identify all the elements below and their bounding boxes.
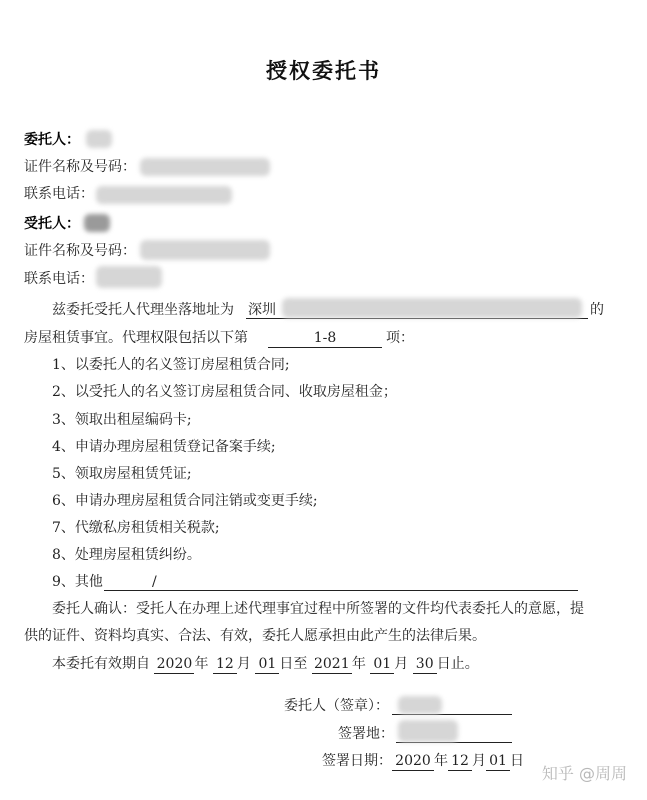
list-item: 3、领取出租屋编码卡; bbox=[52, 412, 192, 428]
validity-day-to: 日至 bbox=[279, 656, 308, 672]
validity-start-day: 01 bbox=[255, 656, 279, 674]
validity-start-year: 2020 bbox=[154, 656, 194, 674]
validity-prefix: 本委托有效期自 bbox=[52, 656, 150, 672]
principal-seal-label: 委托人（签章）： bbox=[284, 698, 389, 714]
sign-date-month: 12 bbox=[448, 753, 472, 771]
redacted-address bbox=[282, 298, 582, 318]
authorization-line2-prefix: 房屋租赁事宜。代理权限包括以下第 bbox=[24, 330, 248, 346]
redacted-principal-phone bbox=[96, 186, 232, 204]
validity-month-char: 月 bbox=[394, 656, 409, 672]
principal-label: 委托人： bbox=[24, 132, 80, 148]
item-9-label: 9、其他 bbox=[52, 574, 103, 590]
principal-seal-underline bbox=[392, 714, 512, 715]
list-item: 5、领取房屋租赁凭证; bbox=[52, 466, 192, 482]
item-9-value: / bbox=[152, 574, 157, 590]
authorization-text-1: 兹委托受托人代理坐落地址为 bbox=[52, 302, 234, 318]
principal-phone-label: 联系电话： bbox=[24, 186, 94, 202]
authorization-scope: 1-8 bbox=[268, 330, 382, 348]
validity-period bbox=[52, 654, 479, 674]
list-item: 1、以委托人的名义签订房屋租赁合同; bbox=[52, 357, 290, 373]
redacted-principal-name bbox=[86, 130, 112, 148]
confirmation-line-1: 委托人确认：受托人在办理上述代理事宜过程中所签署的文件均代表委托人的意愿，提 bbox=[52, 601, 584, 617]
list-item: 7、代缴私房租赁相关税款; bbox=[52, 520, 220, 536]
validity-end-year: 2021 bbox=[312, 656, 352, 674]
list-item: 2、以受托人的名义签订房屋租赁合同、收取房屋租金； bbox=[52, 384, 397, 400]
redacted-agent-name bbox=[84, 214, 110, 232]
agent-id-label: 证件名称及号码： bbox=[24, 243, 136, 259]
redacted-sign-place bbox=[398, 720, 458, 742]
redacted-agent-id bbox=[140, 240, 270, 260]
address-visible-part: 深圳 bbox=[248, 302, 276, 318]
sign-date-month-char: 月 bbox=[472, 753, 486, 769]
validity-year-char: 年 bbox=[194, 656, 209, 672]
validity-end-month: 01 bbox=[370, 656, 394, 674]
principal-id-label: 证件名称及号码： bbox=[24, 159, 136, 175]
sign-date-day: 01 bbox=[486, 753, 510, 771]
validity-year-char: 年 bbox=[351, 656, 366, 672]
sign-date-year: 2020 bbox=[392, 753, 434, 771]
sign-date-label: 签署日期： bbox=[322, 753, 392, 769]
zhihu-watermark: 知乎 @周周 bbox=[541, 764, 627, 783]
address-underline bbox=[246, 318, 588, 319]
agent-label: 受托人： bbox=[24, 216, 80, 232]
sign-date bbox=[322, 751, 524, 771]
confirmation-line-2: 供的证件、资料均真实、合法、有效，委托人愿承担由此产生的法律后果。 bbox=[24, 628, 486, 644]
list-item: 8、处理房屋租赁纠纷。 bbox=[52, 547, 201, 563]
redacted-principal-id bbox=[140, 158, 270, 176]
validity-start-month: 12 bbox=[213, 656, 237, 674]
item-9-underline bbox=[104, 590, 578, 591]
sign-date-year-char: 年 bbox=[434, 753, 448, 769]
agent-phone-label: 联系电话： bbox=[24, 271, 94, 287]
list-item: 6、申请办理房屋租赁合同注销或变更手续; bbox=[52, 493, 318, 509]
list-item: 4、申请办理房屋租赁登记备案手续; bbox=[52, 439, 276, 455]
authorization-text-2: 的 bbox=[590, 302, 604, 318]
sign-place-underline bbox=[396, 742, 512, 743]
sign-place-label: 签署地： bbox=[338, 726, 394, 742]
sign-date-day-char: 日 bbox=[510, 753, 524, 769]
validity-month-char: 月 bbox=[236, 656, 251, 672]
authorization-line2-suffix: 项： bbox=[386, 330, 414, 346]
redacted-principal-seal bbox=[398, 696, 442, 714]
document-title: 授权委托书 bbox=[266, 59, 381, 83]
validity-day-end: 日止。 bbox=[436, 656, 479, 672]
redacted-agent-phone bbox=[96, 266, 162, 288]
validity-end-day: 30 bbox=[413, 656, 437, 674]
